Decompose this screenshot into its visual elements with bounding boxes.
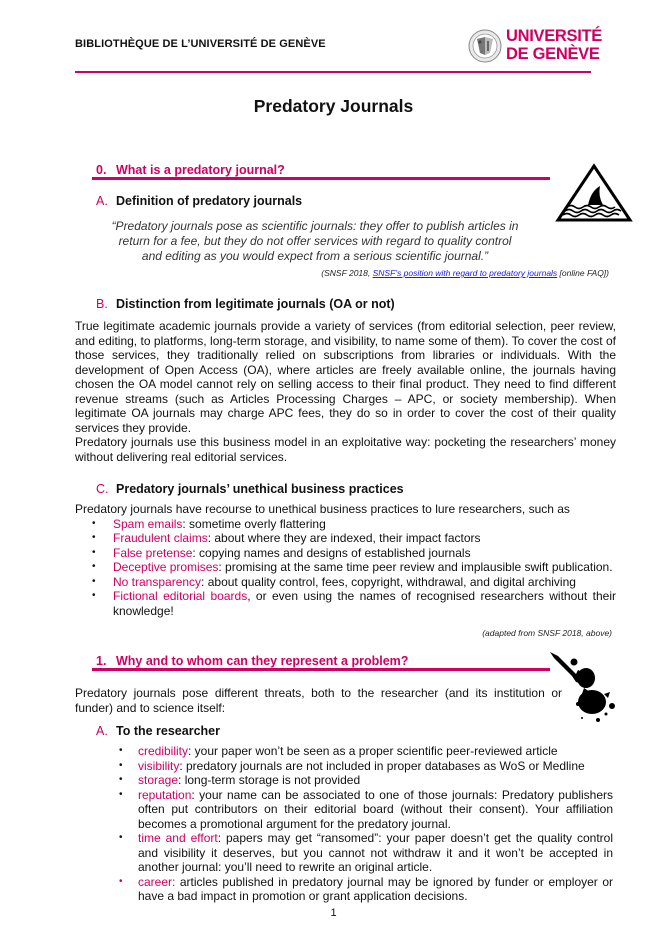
bullet-icon: • bbox=[119, 832, 123, 843]
logo-line-1: UNIVERSITÉ bbox=[506, 27, 603, 45]
list-item: • visibility: predatory journals are not included in proper databases as WoS or Medline bbox=[119, 758, 585, 773]
list-item: • career: articles published in predatory journal may be ignored by funder or employer or have a bad impact in promotion or grant application decisions. bbox=[119, 874, 613, 903]
bullet-icon: • bbox=[92, 532, 96, 543]
page-number: 1 bbox=[330, 907, 337, 919]
bullet-icon: • bbox=[119, 745, 123, 756]
practices-block bbox=[75, 502, 616, 618]
bullet-icon: • bbox=[119, 759, 123, 771]
section-title: Why and to whom can they represent a problem? bbox=[116, 654, 409, 668]
section-1-divider bbox=[92, 668, 550, 671]
paragraph: Predatory journals use this business model in an exploitative way: pocketing the researchers’ money without delivering real editorial services. bbox=[75, 435, 616, 464]
list-item: • Fictional editorial boards, or even using the names of recognised researchers without their knowledge! bbox=[92, 589, 617, 618]
definition-quote: “Predatory journals pose as scientific journals: they offer to publish articles in return for a fee, but they do not offer services with regard to quality control and editing as you would expect from a serious scientific journal.” bbox=[111, 219, 519, 263]
list-item: • Deceptive promises: promising at the same time peer review and implausible swift publication. bbox=[92, 560, 613, 574]
section-1-heading bbox=[96, 654, 408, 668]
university-seal-icon bbox=[468, 29, 502, 63]
section-0-heading bbox=[96, 163, 285, 177]
section-number: 1. bbox=[96, 654, 107, 668]
subsection-letter: C. bbox=[96, 482, 109, 496]
university-logo bbox=[468, 27, 603, 67]
subsection-letter: A. bbox=[96, 724, 108, 738]
section-number: 0. bbox=[96, 163, 107, 177]
bullet-icon: • bbox=[92, 546, 96, 558]
logo-line-2: DE GENÈVE bbox=[506, 45, 600, 63]
list-item: • Fraudulent claims: about where they are indexed, their impact factors bbox=[92, 531, 481, 545]
list-item: • storage: long-term storage is not provided bbox=[119, 773, 361, 787]
subsection-title: To the researcher bbox=[116, 724, 220, 738]
subsection-title: Distinction from legitimate journals (OA or not) bbox=[116, 297, 395, 311]
bullet-icon: • bbox=[92, 561, 96, 572]
list-item: • False pretense: copying names and designs of established journals bbox=[92, 545, 471, 560]
quote-citation: (SNSF 2018, SNSF’s position with regard to predatory journals [online FAQ]) bbox=[321, 268, 609, 278]
subsection-0b-heading bbox=[96, 297, 395, 311]
page-title: Predatory Journals bbox=[253, 96, 414, 116]
subsection-1a-heading bbox=[96, 724, 220, 738]
paragraph: Predatory journals have recourse to unethical business practices to lure researchers, such as bbox=[75, 502, 570, 516]
bullet-icon: • bbox=[119, 875, 123, 887]
researcher-risks-list bbox=[119, 744, 613, 904]
list-item: • No transparency: about quality control, fees, copyright, withdrawal, and digital archiving bbox=[92, 574, 576, 589]
snsf-position-link[interactable]: SNSF’s position with regard to predatory journals bbox=[372, 268, 558, 278]
paragraph: True legitimate academic journals provide a variety of services (from editorial selection, peer review, and editing, to platforms, long-term storage, and visibility, to name some of them). To cover the cost of those services, they traditionally relied on subscriptions from libraries or individuals. With the development of Open Access (OA), where articles are freely available online, the journals having chosen the OA model cannot rely on selling access to their final product. They need to find different revenue streams (such as Articles Processing Charges – APC, or society membership). When legitimate OA journals may charge APC fees, they do so in order to cover the cost of their quality services they provide. bbox=[75, 319, 616, 435]
subsection-0c-heading bbox=[96, 482, 404, 496]
bullet-icon: • bbox=[92, 575, 96, 587]
threats-intro: Predatory journals pose different threats, both to the researcher (and its institution or funder) and to science itself: bbox=[75, 686, 562, 715]
subsection-0a-heading bbox=[96, 194, 302, 208]
practices-list bbox=[75, 517, 616, 619]
shark-warning-icon bbox=[555, 163, 633, 223]
section-title: What is a predatory journal? bbox=[116, 163, 285, 177]
list-item: • reputation: your name can be associated to one of those journals: Predatory publishers often put contributors on their editorial board (without their consent). Your affiliation becomes a promotional argument for the predatory journal. bbox=[119, 787, 613, 831]
section-0-divider bbox=[92, 177, 550, 180]
bullet-icon: • bbox=[92, 590, 96, 601]
bullet-icon: • bbox=[119, 774, 123, 785]
researcher-risks bbox=[119, 744, 613, 904]
subsection-letter: B. bbox=[96, 297, 108, 311]
subsection-title: Predatory journals’ unethical business practices bbox=[116, 482, 404, 496]
subsection-title: Definition of predatory journals bbox=[116, 194, 303, 208]
library-name: BIBLIOTHÈQUE DE L’UNIVERSITÉ DE GENÈVE bbox=[75, 38, 326, 50]
distinction-text bbox=[75, 319, 616, 464]
bullet-icon: • bbox=[119, 788, 123, 800]
adapted-note: (adapted from SNSF 2018, above) bbox=[482, 628, 612, 638]
list-item: • time and effort: papers may get “ransomed”: your paper doesn’t get the quality control and visibility it deserves, but you cannot not withdraw it and it won’t be accepted in another journal: you’ll need to rewrite an original article. bbox=[119, 831, 613, 874]
list-item: • credibility: your paper won’t be seen as a proper scientific peer-reviewed article bbox=[119, 744, 558, 758]
subsection-letter: A. bbox=[96, 194, 108, 208]
bullet-icon: • bbox=[92, 517, 96, 529]
list-item: • Spam emails: sometime overly flattering bbox=[92, 516, 326, 531]
header-divider bbox=[75, 71, 591, 73]
